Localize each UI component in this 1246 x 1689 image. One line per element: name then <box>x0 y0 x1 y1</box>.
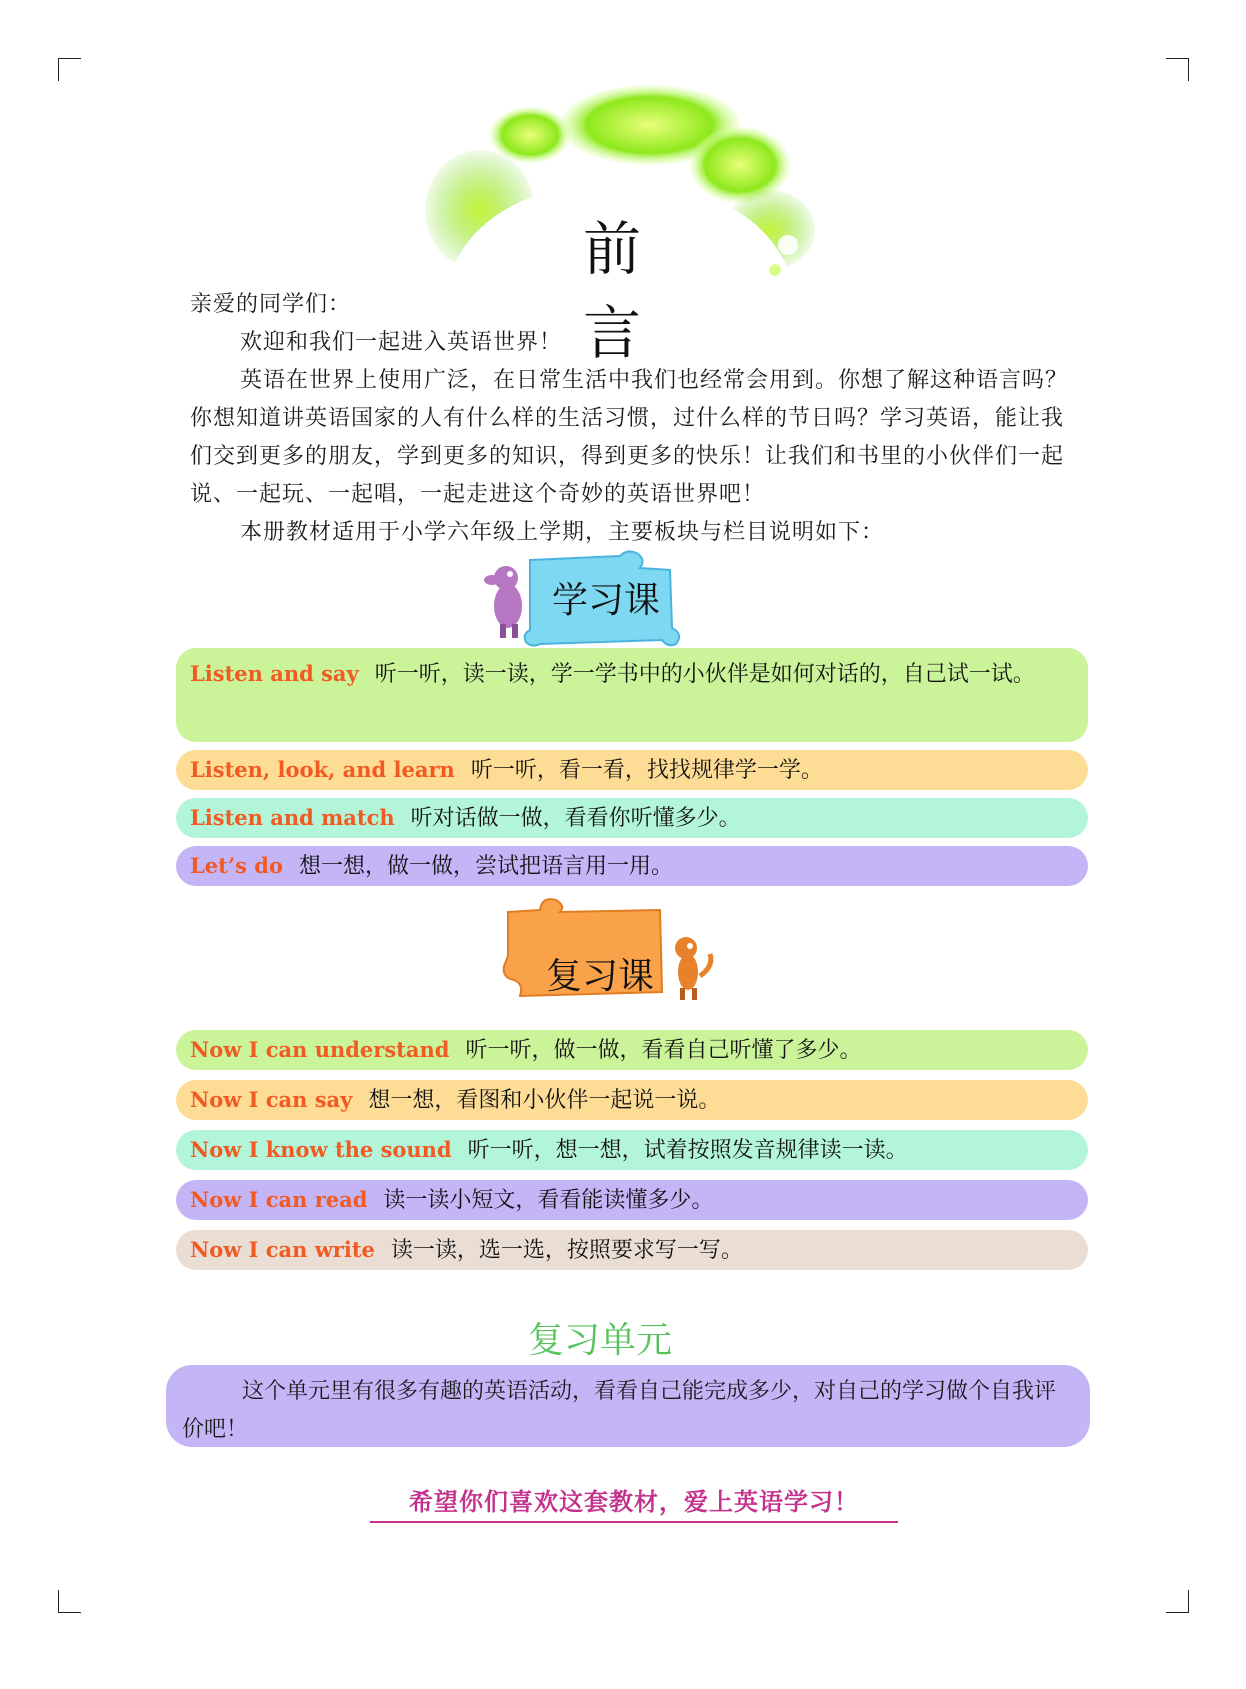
item-en-label: Now I can write <box>190 1237 375 1262</box>
dog-mascot-icon <box>484 566 522 638</box>
review-item-understand <box>176 1030 1088 1070</box>
closing-message: 希望你们喜欢这套教材，爱上英语学习！ <box>370 1482 898 1523</box>
item-zh-desc: 听一听，想一想，试着按照发音规律读一读。 <box>467 1138 908 1163</box>
study-item-lets-do <box>176 846 1088 886</box>
item-zh-desc: 读一读，选一选，按照要求写一写。 <box>390 1238 743 1263</box>
review-badge-label: 复习课 <box>546 956 655 997</box>
item-zh-desc: 听一听，看一看，找找规律学一学。 <box>470 758 823 783</box>
item-en-label: Listen and say <box>190 661 359 686</box>
item-zh-desc: 听一听，做一做，看看自己听懂了多少。 <box>465 1038 862 1063</box>
crop-mark-top-left <box>58 58 81 81</box>
item-en-label: Let’s do <box>190 853 283 878</box>
greeting: 亲爱的同学们： <box>190 292 352 317</box>
item-en-label: Now I can understand <box>190 1037 450 1062</box>
review-item-write <box>176 1230 1088 1270</box>
usage-line: 本册教材适用于小学六年级上学期，主要板块与栏目说明如下： <box>240 520 885 545</box>
item-en-label: Now I can say <box>190 1087 353 1112</box>
item-en-label: Now I can read <box>190 1187 368 1212</box>
item-zh-desc: 读一读小短文，看看能读懂多少。 <box>383 1188 714 1213</box>
page-title: 前 言 <box>582 215 677 367</box>
review-unit-box <box>166 1365 1090 1447</box>
item-zh-desc: 想一想，看图和小伙伴一起说一说。 <box>368 1088 721 1113</box>
welcome-line: 欢迎和我们一起进入英语世界！ <box>240 330 563 355</box>
item-zh-desc: 听对话做一做，看看你听懂多少。 <box>410 806 741 831</box>
fox-mascot-icon <box>675 937 711 1000</box>
intro-paragraph: 英语在世界上使用广泛，在日常生活中我们也经常会用到。你想了解这种语言吗？你想知道讲英语国家的人有什么样的生活习惯，过什么样的节日吗？学习英语，能让我们交到更多的朋友，学到更多的知识，得到更多的快乐！让我们和书里的小伙伴们一起说、一起玩、一起唱，一起走进这个奇妙的英语世界吧！ <box>190 368 1069 507</box>
review-item-read <box>176 1180 1088 1220</box>
crop-mark-bottom-right <box>1166 1590 1189 1613</box>
item-zh-desc: 听一听，读一读，学一学书中的小伙伴是如何对话的，自己试一试。 <box>374 662 1035 687</box>
item-en-label: Listen and match <box>190 805 395 830</box>
crop-mark-bottom-left <box>58 1590 81 1613</box>
review-item-say <box>176 1080 1088 1120</box>
review-unit-text: 这个单元里有很多有趣的英语活动，看看自己能完成多少，对自己的学习做个自我评价吧！ <box>182 1379 1057 1442</box>
study-item-listen-and-match <box>176 798 1088 838</box>
study-badge-label: 学习课 <box>552 580 661 621</box>
item-en-label: Listen, look, and learn <box>190 757 455 782</box>
review-item-sound <box>176 1130 1088 1170</box>
study-item-listen-and-say <box>176 648 1088 742</box>
crop-mark-top-right <box>1166 58 1189 81</box>
item-en-label: Now I know the sound <box>190 1137 452 1162</box>
item-zh-desc: 想一想，做一做，尝试把语言用一用。 <box>298 854 673 879</box>
review-unit-title: 复习单元 <box>527 1320 672 1361</box>
study-item-listen-look-learn <box>176 750 1088 790</box>
intro-text <box>190 286 1080 552</box>
